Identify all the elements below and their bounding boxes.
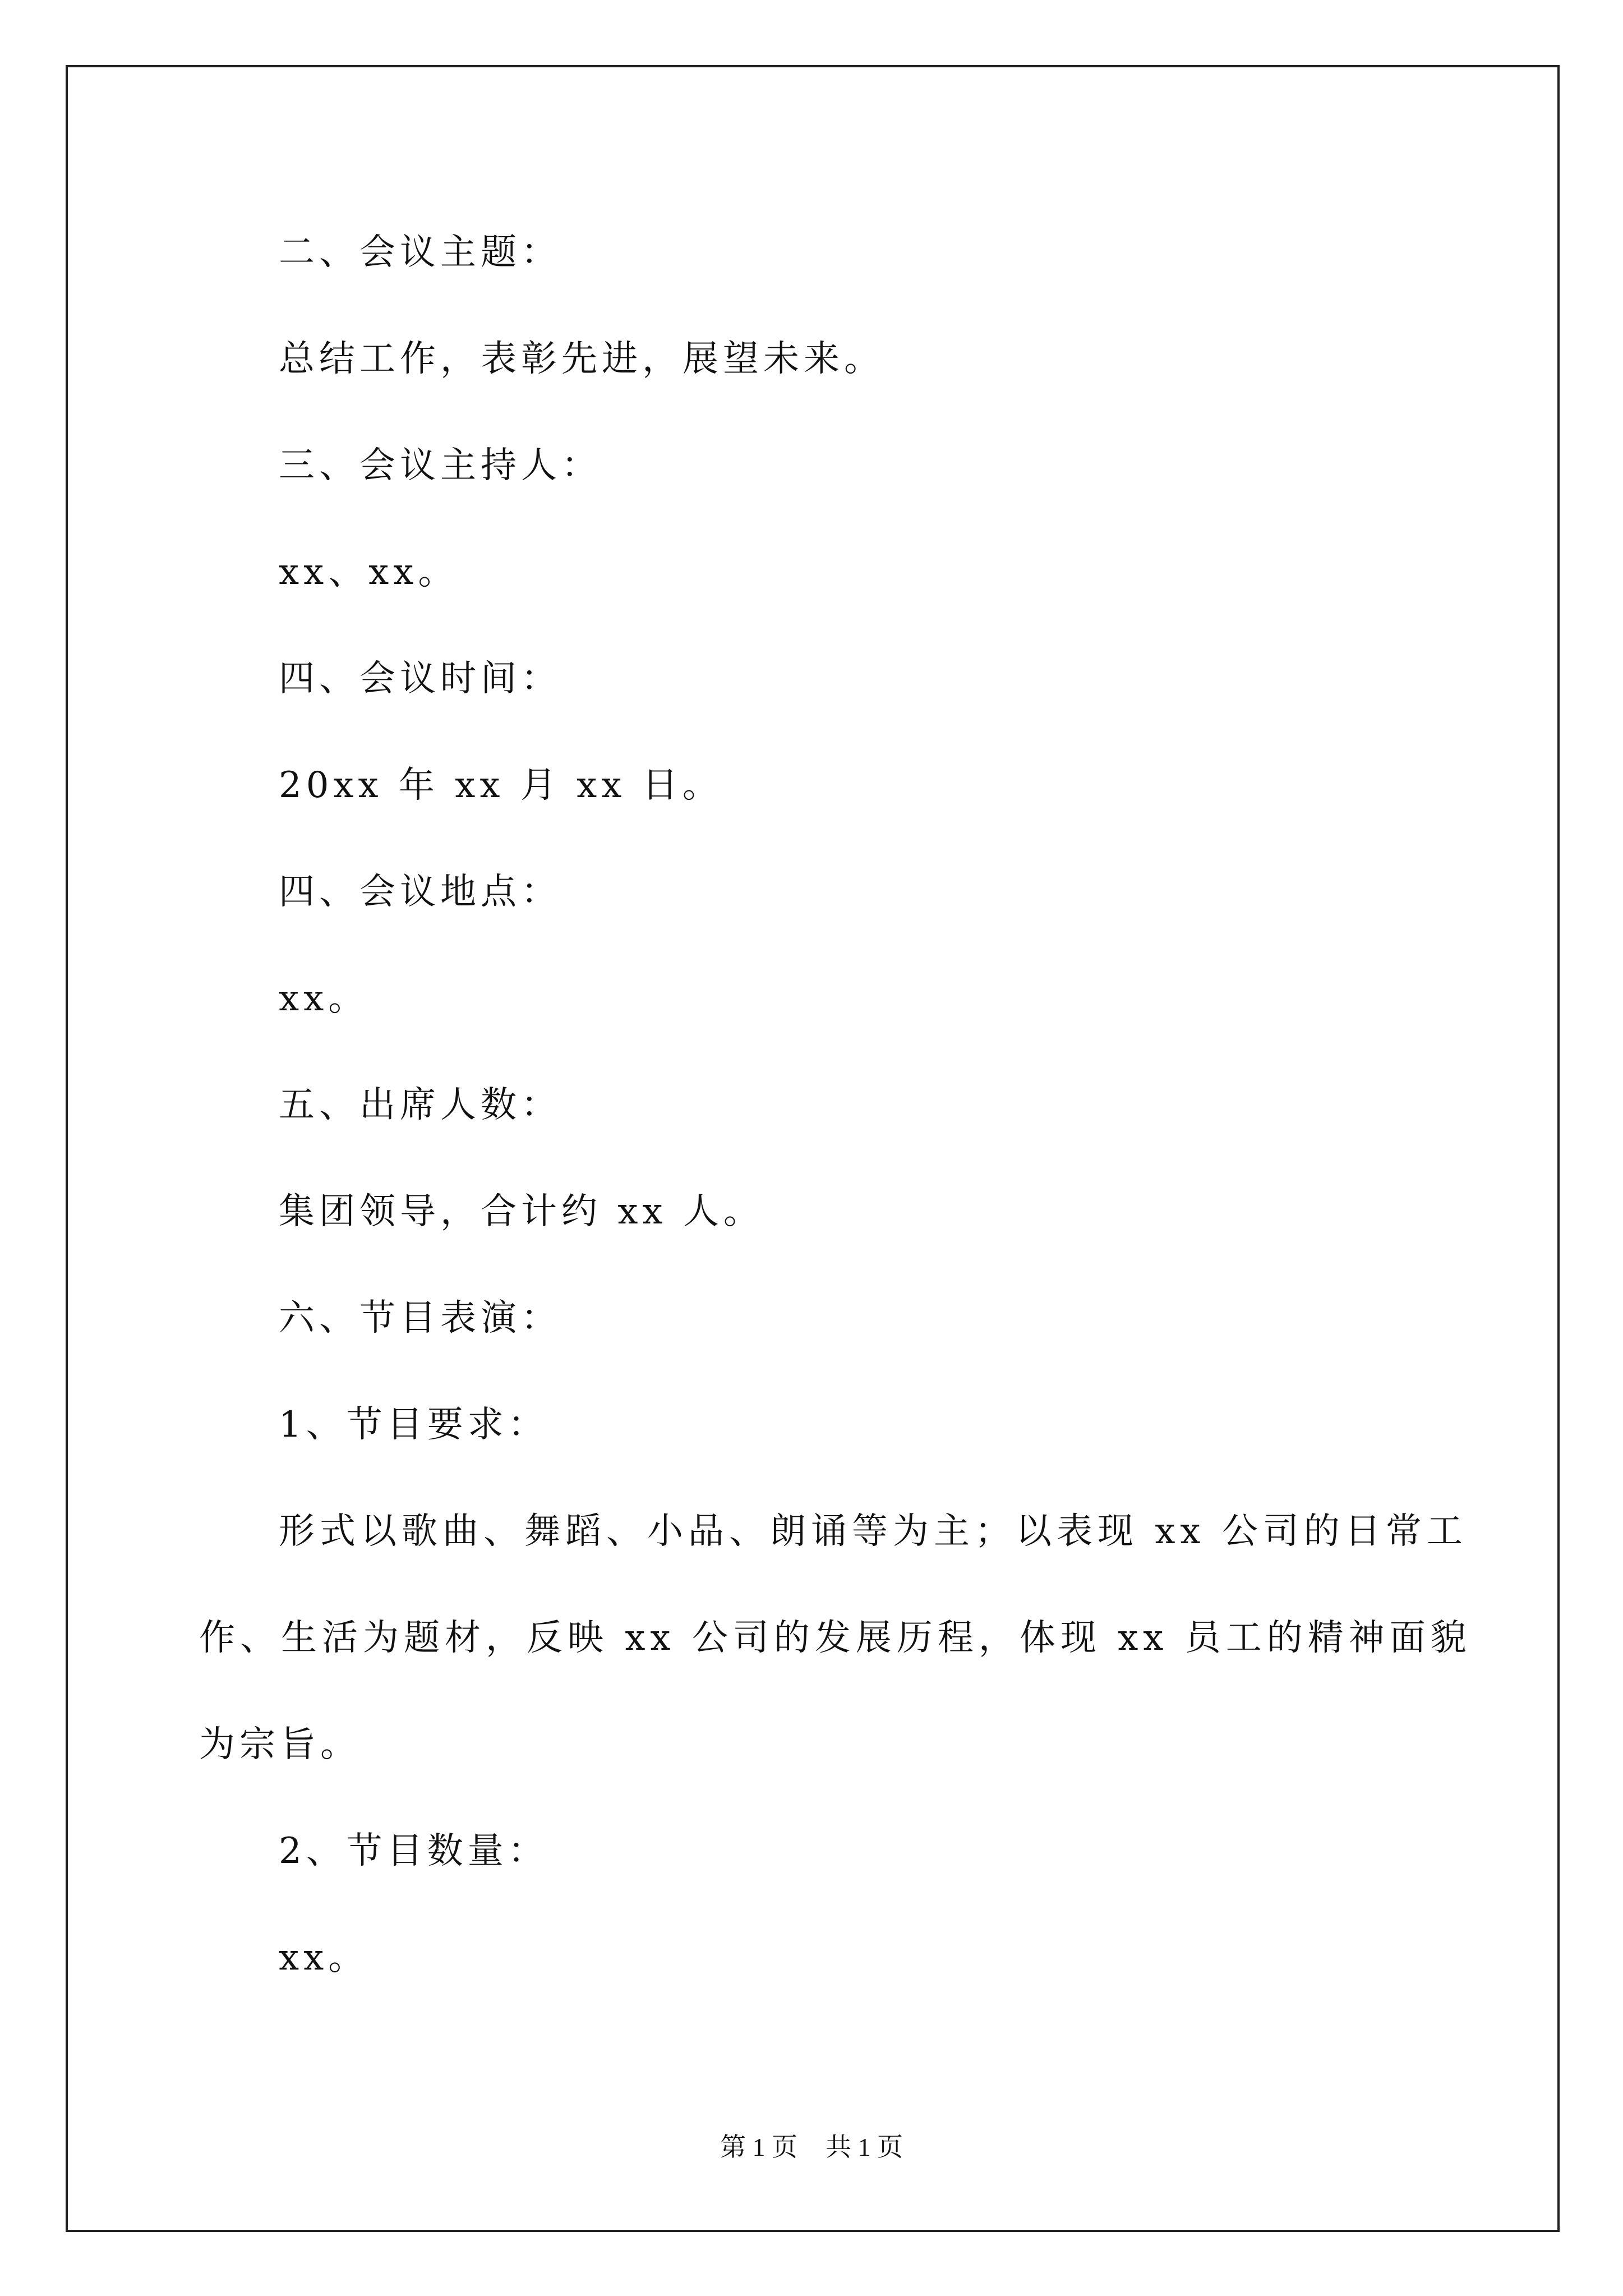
heading-meeting-theme: 二、会议主题： xyxy=(279,232,561,273)
paragraph-meeting-location: xx。 xyxy=(279,978,369,1019)
subheading-program-count: 2、节目数量： xyxy=(279,1830,548,1872)
total-pages: 共 1 页 xyxy=(826,2133,903,2161)
subheading-program-requirements: 1、节目要求： xyxy=(279,1404,548,1446)
paragraph-meeting-time: 20xx 年 xx 月 xx 日。 xyxy=(279,765,723,806)
heading-attendance: 五、出席人数： xyxy=(279,1084,561,1126)
paragraph-requirements-line-1: 形式以歌曲、舞蹈、小品、朗诵等为主；以表现 xx 公司的日常工 xyxy=(279,1511,1468,1552)
paragraph-meeting-host: xx、xx。 xyxy=(279,551,459,593)
heading-meeting-location: 四、会议地点： xyxy=(279,871,561,913)
page-footer xyxy=(0,2134,1623,2160)
paragraph-requirements-line-3: 为宗旨。 xyxy=(199,1724,361,1765)
paragraph-attendance: 集团领导，合计约 xx 人。 xyxy=(279,1191,764,1232)
paragraph-requirements-line-2: 作、生活为题材，反映 xx 公司的发展历程，体现 xx 员工的精神面貌 xyxy=(199,1617,1472,1659)
paragraph-program-count: xx。 xyxy=(279,1937,369,1978)
heading-meeting-time: 四、会议时间： xyxy=(279,658,561,700)
paragraph-meeting-theme: 总结工作，表彰先进，展望未来。 xyxy=(279,338,884,380)
heading-performances: 六、节目表演： xyxy=(279,1297,561,1339)
page-number: 第 1 页 xyxy=(720,2133,797,2161)
page-border xyxy=(66,65,1560,2232)
heading-meeting-host: 三、会议主持人： xyxy=(279,445,602,486)
